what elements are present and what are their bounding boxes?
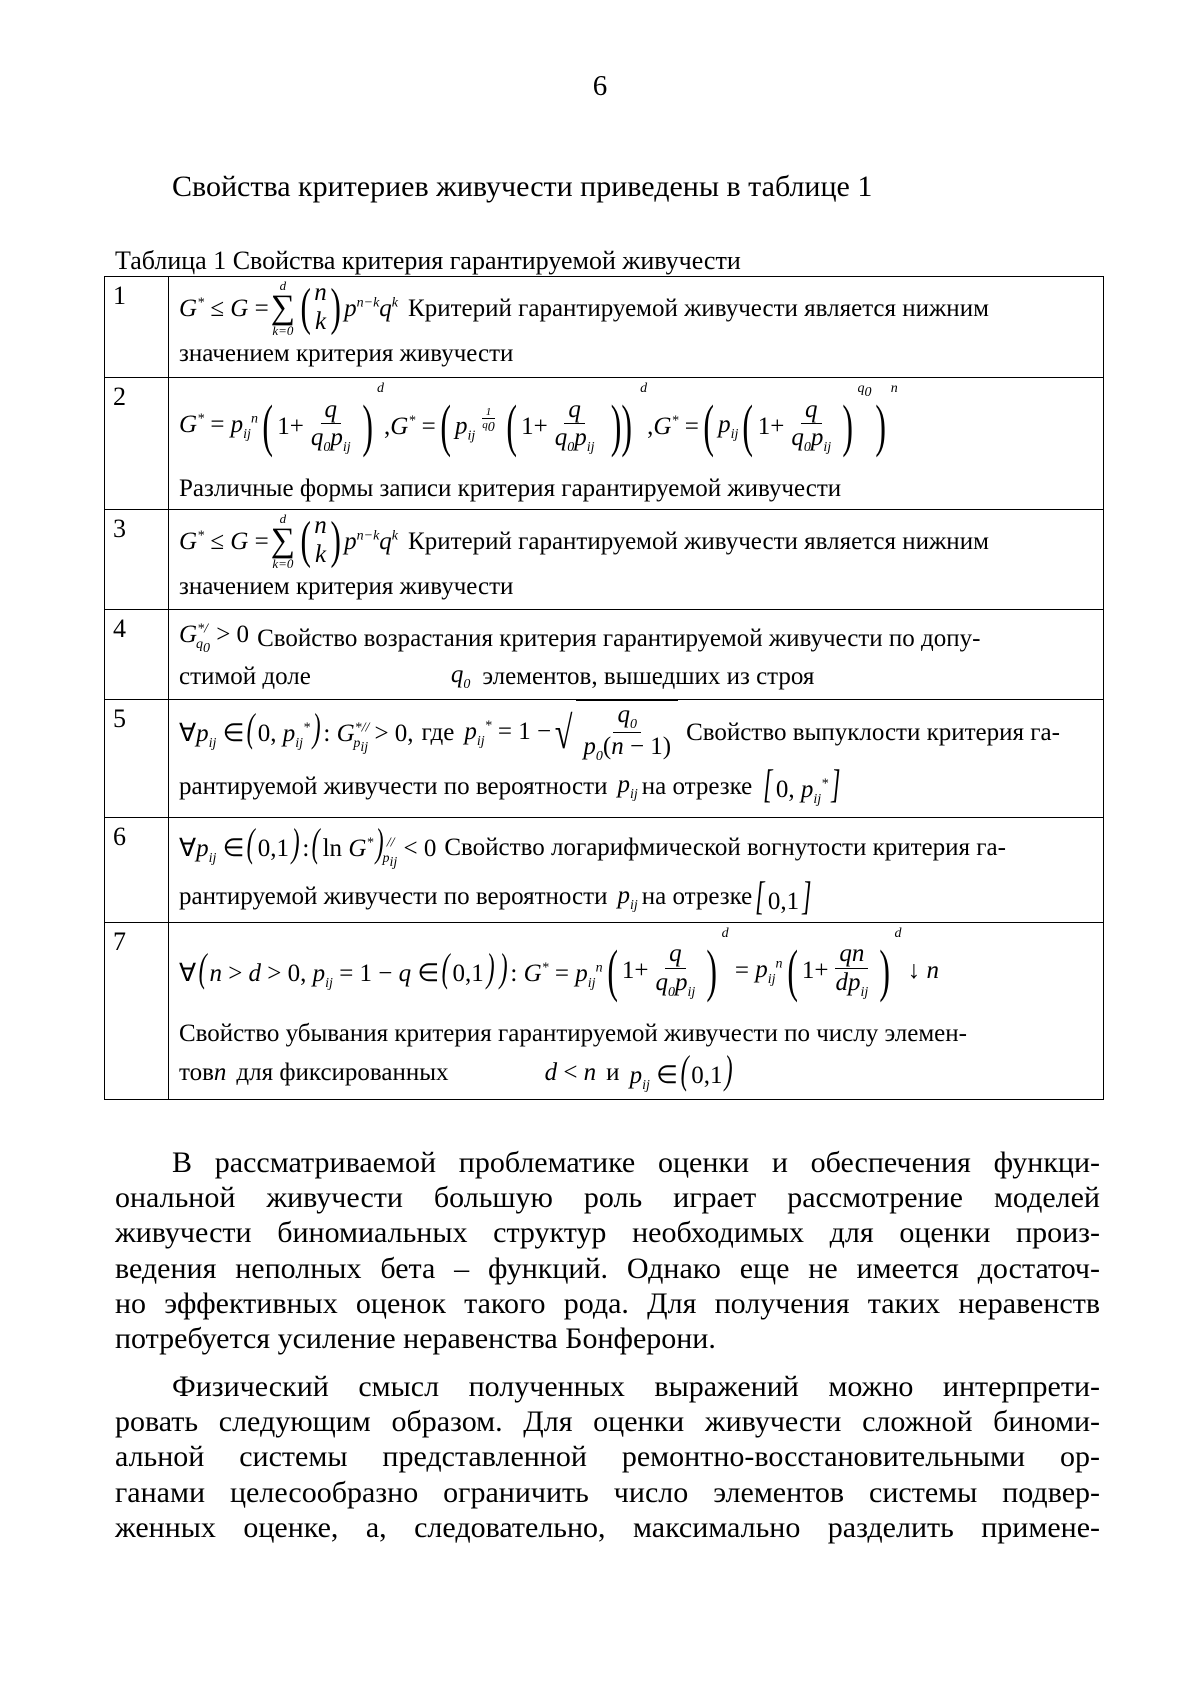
where-label: где bbox=[421, 719, 455, 747]
formula-q0: $q_0$ bbox=[450, 661, 471, 693]
paragraph-line: альной системы представленной ремонтно-восстановительными ор- bbox=[115, 1440, 1100, 1474]
formula-g-bound: G* ≤ G = bbox=[179, 527, 269, 555]
page-number: 6 bbox=[592, 70, 608, 102]
formula-interval: [ 0,1] bbox=[755, 872, 812, 918]
formula-line bbox=[179, 820, 1093, 876]
row-description-cont: рантируемой живучести по вероятности bbox=[179, 772, 608, 800]
table-row bbox=[105, 817, 1104, 922]
paragraph-line: ровать следующим образом. Для оценки живучести сложной биноми- bbox=[115, 1405, 1100, 1439]
formula-p-star: $p_{ij}^* = 1$ − bbox=[464, 717, 552, 749]
formula-line: ∀( n > d > 0, $p_{ij} = 1 - q$ ∈( 0,1) ) : $G^* = p_{ij}^n$ ( 1+ $\frac{q}{q_0p_{ij}}$ ) $^d$ = $p_{ij}^n$ ( 1+ $\frac{qn}{dp_{ij}}$ ) $^d$ ↓ n bbox=[179, 925, 940, 1003]
paragraph-line: В рассматриваемой проблематике оценки и обеспечения функци- bbox=[172, 1146, 1100, 1179]
row-description-cont: тов bbox=[179, 1058, 214, 1086]
row-content bbox=[169, 378, 1104, 510]
row-description: Критерий гарантируемой живучести является нижним bbox=[408, 527, 989, 555]
row-number: 7 bbox=[105, 922, 169, 1099]
formula-g-bound: G* ≤ G = bbox=[179, 294, 269, 322]
formula-pij: $p_{ij}$ bbox=[617, 881, 638, 913]
paragraph-line: Физический смысл полученных выражений можно интерпрети- bbox=[172, 1370, 1100, 1403]
binomial-coefficient: ( n k ) bbox=[300, 279, 341, 337]
formula-line bbox=[179, 618, 1093, 658]
row-description: Свойство возрастания критерия гарантируемой живучести по допу- bbox=[257, 624, 981, 652]
paragraph-line: женных оценке, а, следовательно, максимально разделить примене- bbox=[115, 1510, 1100, 1544]
formula-line bbox=[179, 658, 1093, 694]
square-root: √ $\frac{q_0}{p_0(n - 1)}$ bbox=[551, 700, 678, 765]
formula-log-concavity: $\forall p_{ij}$ ∈( 0,1) :( ln G*) //$_{p_{ij}}$ < 0 bbox=[179, 820, 437, 870]
row-description-cont: значением критерия живучести bbox=[179, 573, 514, 601]
row-description: Различные формы записи критерия гарантируемой живучести bbox=[179, 475, 842, 502]
row-description-cont: рантируемой живучести по вероятности bbox=[179, 883, 608, 911]
table-row bbox=[105, 699, 1104, 817]
paragraph-line: ганами целесообразно ограничить число элементов системы подвер- bbox=[115, 1475, 1100, 1509]
row-description-cont: значением критерия живучести bbox=[179, 340, 514, 368]
table-caption: Таблица 1 Свойства критерия гарантируемой живучести bbox=[115, 246, 741, 275]
row-content bbox=[169, 610, 1104, 700]
row-content bbox=[169, 699, 1104, 817]
formula-line: $G^* = p_{ij}^n$ ( 1+ $\frac{q}{q_0p_{ij}}$ ) $^d$ , G* = ( $p_{ij}$ $^{\frac{1}{q_0}}$ ( 1+ $\frac{q}{q_0p_{ij}}$ )) $^d$ , G* = ( $p_{ij}$ ( 1+ $\frac{q}{q_0p_{ij}}$ ) $^{q_0}$ ) $^n$ bbox=[179, 381, 898, 458]
table-row bbox=[105, 922, 1104, 1099]
formula-line bbox=[179, 512, 1093, 570]
formula-decreasing: ∀( n > d > 0, $p_{ij} = 1 - q$ ∈( 0,1) ) : $G^* = p_{ij}^n$ bbox=[179, 945, 603, 991]
formula-d-less-n: d < n bbox=[544, 1058, 597, 1086]
formula-pij-range: $p_{ij}$ ∈( 0,1) bbox=[629, 1046, 734, 1093]
row-description-tail: элементов, вышедших из строя bbox=[482, 663, 815, 690]
binomial-coefficient: ( n k ) bbox=[300, 512, 341, 570]
paragraph-2 bbox=[115, 1369, 1100, 1545]
formula-line bbox=[179, 872, 1093, 918]
formula-derivative-positive: $G^{*/}_{q_0} > 0$ bbox=[179, 621, 250, 656]
table-row bbox=[105, 378, 1104, 510]
row-description-tail: на отрезке bbox=[641, 883, 753, 911]
row-content bbox=[169, 277, 1104, 378]
table-row bbox=[105, 510, 1104, 610]
formula-form-2: G* = bbox=[390, 412, 436, 440]
row-number: 4 bbox=[105, 610, 169, 700]
formula-line bbox=[179, 702, 1093, 764]
paragraph-1 bbox=[115, 1145, 1100, 1356]
formula-line bbox=[179, 279, 1093, 337]
formula-form-1: $G^* = p_{ij}^n$ bbox=[179, 410, 258, 442]
formula-power-term: $p^{n-k}q^k$ bbox=[344, 294, 399, 322]
table-row bbox=[105, 277, 1104, 378]
row-number: 1 bbox=[105, 277, 169, 378]
properties-table bbox=[104, 276, 1104, 1100]
conjunction: и bbox=[606, 1058, 620, 1086]
row-description: Критерий гарантируемой живучести является нижним bbox=[408, 294, 989, 322]
paragraph-line: но эффективных оценок такого рода. Для получения таких неравенств bbox=[115, 1286, 1100, 1320]
formula-convexity-condition: $\forall p_{ij}$ ∈( 0, $p_{ij}^*$) : $G^{*//}_{p_{ij}} > 0$, bbox=[179, 705, 414, 755]
row-number: 3 bbox=[105, 510, 169, 610]
row-content bbox=[169, 922, 1104, 1099]
row-description-cont: стимой доле bbox=[179, 663, 311, 690]
row-number: 2 bbox=[105, 378, 169, 510]
formula-form-3: G* = bbox=[653, 412, 699, 440]
formula-interval: [ 0, $p_{ij}^*$] bbox=[763, 760, 841, 807]
sum-symbol: d ∑ k=0 bbox=[270, 511, 295, 572]
sum-symbol: d ∑ k=0 bbox=[270, 278, 295, 339]
formula-n: n bbox=[213, 1058, 227, 1086]
paragraph-line: потребуется усиление неравенства Бонферони. bbox=[115, 1321, 716, 1355]
table-row bbox=[105, 610, 1104, 700]
row-description-fixed: для фиксированных bbox=[236, 1058, 449, 1086]
row-number: 6 bbox=[105, 817, 169, 922]
row-description: Свойство убывания критерия гарантируемой живучести по числу элемен- bbox=[179, 1019, 967, 1047]
formula-power-term: $p^{n-k}q^k$ bbox=[344, 527, 399, 555]
row-description: Свойство выпуклости критерия га- bbox=[686, 719, 1060, 747]
row-description: Свойство логарифмической вогнутости критерия га- bbox=[444, 834, 1006, 862]
formula-line bbox=[179, 1046, 1093, 1095]
paragraph-line: ональной живучести большую роль играет рассмотрение моделей bbox=[115, 1181, 1100, 1215]
paragraph-line: живучести биномиальных структур необходимых для оценки произ- bbox=[115, 1216, 1100, 1250]
row-number: 5 bbox=[105, 699, 169, 817]
paragraph-line: ведения неполных бета – функций. Однако еще не имеется достаточ- bbox=[115, 1251, 1100, 1285]
formula-line bbox=[179, 760, 1093, 809]
row-content bbox=[169, 817, 1104, 922]
row-content bbox=[169, 510, 1104, 610]
intro-sentence: Свойства критериев живучести приведены в таблице 1 bbox=[172, 170, 873, 203]
formula-pij: $p_{ij}$ bbox=[617, 771, 638, 803]
row-description-tail: на отрезке bbox=[641, 772, 753, 800]
